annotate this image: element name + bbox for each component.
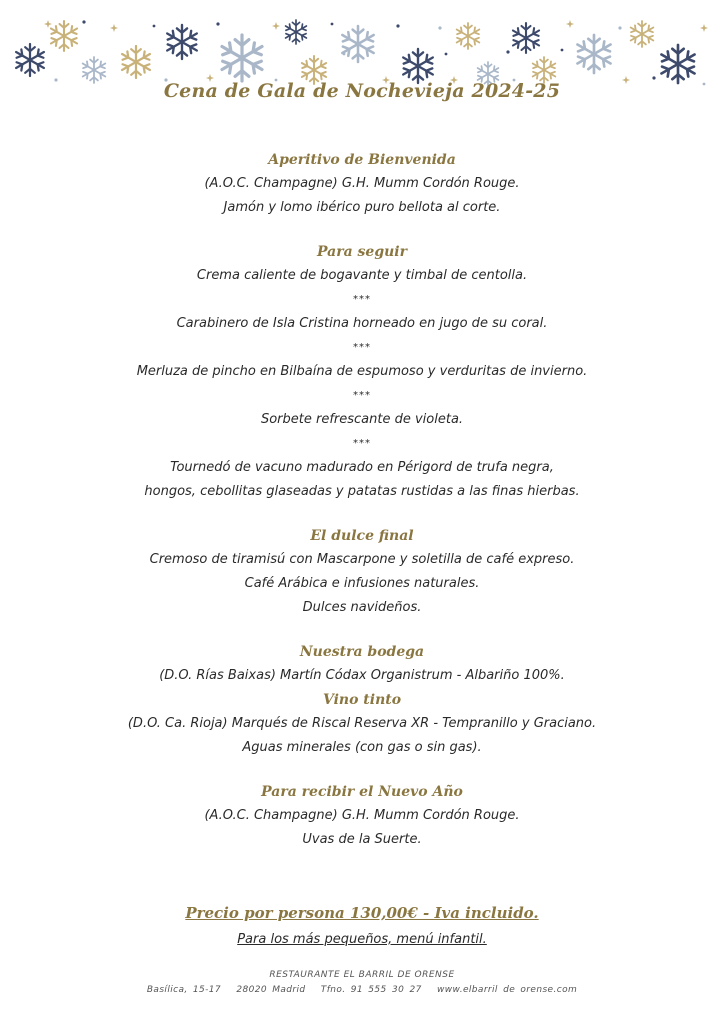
menu-line: Sorbete refrescante de violeta. <box>260 412 464 427</box>
menu-line: (A.O.C. Champagne) G.H. Mumm Cordón Rouge. <box>204 808 520 823</box>
section-nuevo-ano <box>0 780 724 852</box>
section-heading: Para seguir <box>317 244 407 260</box>
menu-line: Jamón y lomo ibérico puro bellota al corte. <box>223 200 501 215</box>
section-heading: Aperitivo de Bienvenida <box>268 152 456 168</box>
menu-line: (A.O.C. Champagne) G.H. Mumm Cordón Rouge. <box>204 176 520 191</box>
menu-line: Dulces navideños. <box>302 600 422 615</box>
section-subheading: Vino tinto <box>322 692 402 708</box>
footer-contact <box>0 985 724 995</box>
menu-line: Aguas minerales (con gas o sin gas). <box>242 740 482 755</box>
footer-address: Basílica, 15-17 <box>146 985 222 995</box>
course-separator: *** <box>353 294 371 305</box>
section-dulce-final <box>0 524 724 620</box>
section-aperitivo <box>0 148 724 220</box>
menu-line: (D.O. Ca. Rioja) Marqués de Riscal Reserva XR - Tempranillo y Graciano. <box>127 716 597 731</box>
course-separator: *** <box>353 342 371 353</box>
price-per-person: Precio por persona 130,00€ - Iva incluido. <box>185 904 539 922</box>
section-heading: El dulce final <box>310 528 414 544</box>
menu-line: hongos, cebollitas glaseadas y patatas rustidas a las finas hierbas. <box>144 484 580 499</box>
footer-phone: Tfno. 91 555 30 27 <box>320 985 422 995</box>
footer-website: www.elbarril de orense.com <box>436 985 578 995</box>
menu-line: Tournedó de vacuno madurado en Périgord de trufa negra, <box>170 460 554 475</box>
course-separator: *** <box>353 390 371 401</box>
menu-line: (D.O. Rías Baixas) Martín Códax Organistrum - Albariño 100%. <box>159 668 565 683</box>
course-separator: *** <box>353 438 371 449</box>
footer-postal: 28020 Madrid <box>236 985 306 995</box>
section-heading: Para recibir el Nuevo Año <box>261 784 463 800</box>
menu-line: Cremoso de tiramisú con Mascarpone y soletilla de café expreso. <box>149 552 575 567</box>
menu-line: Merluza de pincho en Bilbaína de espumoso y verduritas de invierno. <box>136 364 588 379</box>
section-heading: Nuestra bodega <box>299 644 425 660</box>
snowflake-banner <box>14 14 710 90</box>
menu-line: Café Arábica e infusiones naturales. <box>244 576 480 591</box>
menu-title: Cena de Gala de Nochevieja 2024-25 <box>163 80 561 102</box>
section-para-seguir <box>0 240 724 504</box>
menu-body <box>0 148 724 872</box>
footer-restaurant-name: RESTAURANTE EL BARRIL DE ORENSE <box>269 970 455 980</box>
kids-menu-note: Para los más pequeños, menú infantil. <box>237 932 487 947</box>
menu-line: Crema caliente de bogavante y timbal de centolla. <box>196 268 528 283</box>
menu-line: Uvas de la Suerte. <box>302 832 422 847</box>
section-bodega <box>0 640 724 760</box>
menu-line: Carabinero de Isla Cristina horneado en jugo de su coral. <box>176 316 548 331</box>
